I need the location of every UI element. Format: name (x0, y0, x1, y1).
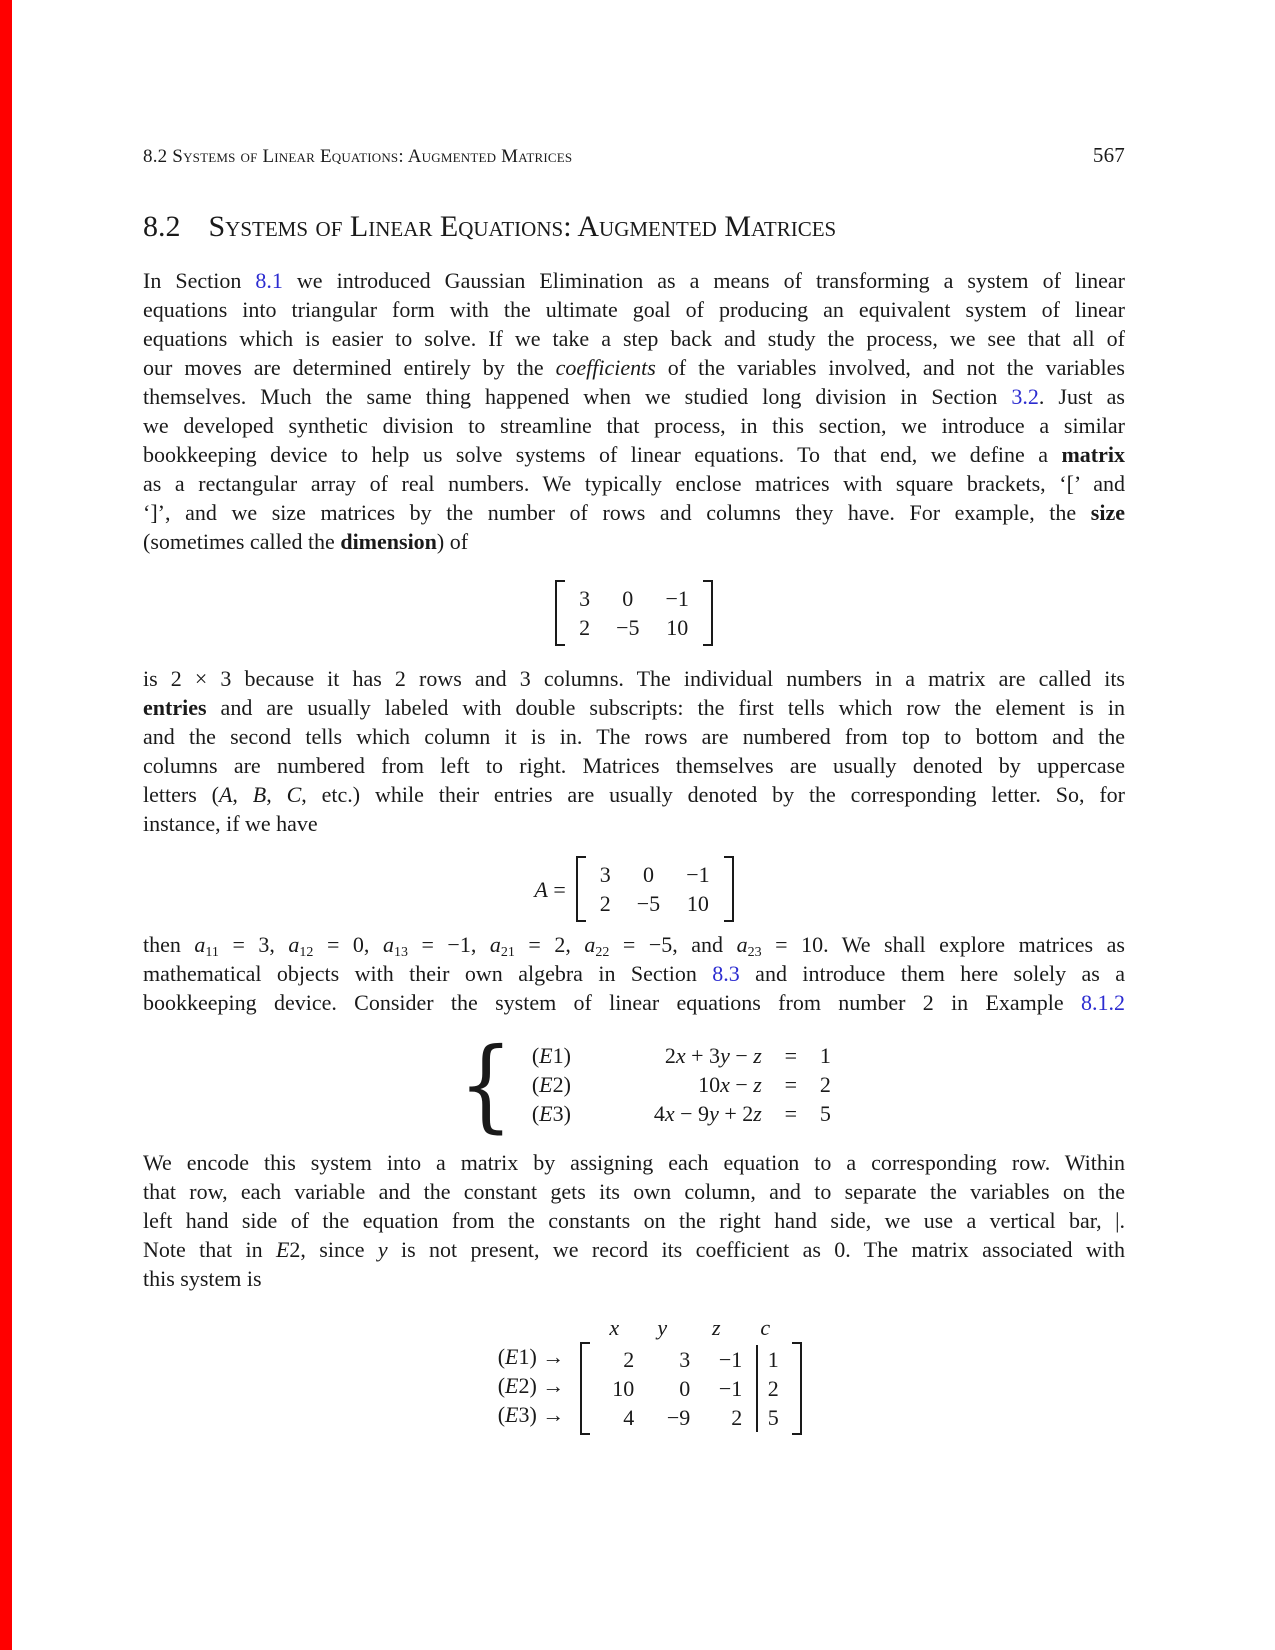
running-header (143, 143, 1125, 168)
matrix-entry: −1 (718, 1347, 743, 1372)
equation-row-label: (E1) → (497, 1344, 565, 1369)
matrix-2x3-example (555, 580, 713, 646)
left-bracket (576, 856, 586, 922)
display-system (143, 1025, 1125, 1143)
matrix-entry: 10 (686, 891, 709, 916)
left-bracket (555, 580, 565, 646)
text-line: bookkeeping device to help us solve systems of linear equations. To that end, we define a matrix (143, 442, 1125, 467)
text-line: equations which is easier to solve. If we take a step back and study the process, we see that all of (143, 326, 1125, 351)
system-of-equations: { (E1) 2x + 3y − z = 1 (E2) 10x − z = 2 (E3) 4x − 9y + 2z = 5 (454, 1041, 834, 1128)
matrix-entry: 2 (731, 1405, 743, 1430)
running-header-title: 8.2 Systems of Linear Equations: Augmented Matrices (143, 146, 573, 167)
equation-rhs: 1 (819, 1043, 831, 1068)
equation-label: (E1) (531, 1043, 571, 1068)
equation-lhs: 2x + 3y − z (664, 1043, 762, 1068)
matrix-entry: 10 (612, 1376, 635, 1401)
right-bracket (703, 580, 713, 646)
text-line: mathematical objects with their own algebra in Section 8.3 and introduce them here solely as a (143, 961, 1125, 986)
left-edge-red-bar (0, 0, 12, 1650)
text-line: left hand side of the equation from the constants on the right hand side, we use a vertical bar, |. (143, 1208, 1125, 1233)
matrix-entry: 4 (623, 1405, 635, 1430)
matrix-entry: −1 (665, 586, 689, 611)
equation-lhs: 10x − z (698, 1072, 762, 1097)
text-line: we developed synthetic division to streamline that process, in this section, we introduce a similar (143, 413, 1125, 438)
paragraph-encoding (143, 1148, 1125, 1293)
section-link[interactable]: 8.3 (712, 961, 740, 986)
text-line: entries and are usually labeled with double subscripts: the first tells which row the element is in (143, 695, 1125, 720)
matrix-entry: 5 (756, 1403, 788, 1432)
equals-sign: = (784, 1072, 798, 1097)
section-link[interactable]: 8.1 (255, 268, 283, 293)
text-line: and the second tells which column it is in. The rows are numbered from top to bottom and the (143, 724, 1125, 749)
matrix-entry: 2 (756, 1374, 788, 1403)
matrix-entry: −1 (686, 862, 710, 887)
equation-row-labels (498, 1313, 565, 1435)
text-line: as a rectangular array of real numbers. We typically enclose matrices with square brackets, ‘[’ and (143, 471, 1125, 496)
text-line: columns are numbered from left to right. Matrices themselves are usually denoted by uppercase (143, 753, 1125, 778)
equals-sign: = (784, 1101, 798, 1126)
column-header: x (609, 1315, 620, 1340)
matrix-entry: 1 (756, 1345, 788, 1374)
section-link[interactable]: 3.2 (1011, 384, 1039, 409)
matrix-entry: −5 (616, 615, 640, 640)
text-line: instance, if we have (143, 811, 318, 836)
matrix-entry: 2 (623, 1347, 635, 1372)
equation-row-label: (E3) → (497, 1402, 565, 1427)
text-line: is 2 × 3 because it has 2 rows and 3 columns. The individual numbers in a matrix are called its (143, 666, 1125, 691)
text-line: that row, each variable and the constant gets its own column, and to separate the variables on the (143, 1179, 1125, 1204)
matrix-entry: 2 (599, 891, 611, 916)
matrix-entry: 0 (642, 862, 654, 887)
section-number: 8.2 (143, 210, 181, 243)
text-line: We encode this system into a matrix by assigning each equation to a corresponding row. Within (143, 1150, 1125, 1175)
right-bracket (792, 1342, 802, 1435)
text-line: In Section 8.1 we introduced Gaussian Elimination as a means of transforming a system of linear (143, 268, 1125, 293)
matrix-entry: 3 (579, 586, 591, 611)
paragraph-entries (143, 664, 1125, 838)
equation-lhs: 4x − 9y + 2z (653, 1101, 762, 1126)
matrix-A (576, 856, 734, 922)
display-size-example (143, 580, 1125, 646)
section-title (143, 210, 1125, 244)
augmented-matrix (498, 1313, 803, 1435)
text-line: then $a_{11} = 3$, $a_{12} = 0$, $a_{13} = -1$, $a_{21} = 2$, $a_{22} = -5$, and $a_{23} = 10$. We shall explore matrices as (143, 932, 1125, 960)
matrix-entry: 10 (666, 615, 689, 640)
equals-sign: = (784, 1043, 798, 1068)
right-bracket (724, 856, 734, 922)
text-line: bookkeeping device. Consider the system of linear equations from number 2 in Example 8.1.2 (143, 990, 1125, 1015)
column-header: y (657, 1315, 668, 1340)
display-matrix-A (143, 856, 1125, 922)
system-grid (532, 1041, 834, 1128)
text-line: this system is (143, 1266, 262, 1291)
matrix-entry: 3 (679, 1347, 691, 1372)
text-line: ‘]’, and we size matrices by the number of rows and columns they have. For example, the size (143, 500, 1125, 525)
section-link[interactable]: 8.1.2 (1081, 990, 1125, 1015)
text-line: letters (A, B, C, etc.) while their entries are usually denoted by the corresponding letter. So, for (143, 782, 1126, 807)
text-line: themselves. Much the same thing happened when we studied long division in Section 3.2. Just as (143, 384, 1125, 409)
matrix-A-entries (590, 856, 720, 922)
matrix-entry: 3 (599, 862, 611, 887)
matrix-entry: 0 (679, 1376, 691, 1401)
display-augmented-matrix (143, 1313, 1125, 1435)
matrix-entry: −9 (666, 1405, 691, 1430)
equation-label: (E3) (531, 1101, 571, 1126)
column-header: z (712, 1315, 721, 1340)
equation-label: (E2) (531, 1072, 571, 1097)
text-line: Note that in E2, since y is not present, we record its coefficient as 0. The matrix associated with (143, 1237, 1126, 1262)
matrix-entries (569, 580, 699, 646)
matrix-entry: −5 (636, 891, 661, 916)
matrix-entry: −1 (718, 1376, 743, 1401)
variable-column-headers (594, 1313, 802, 1342)
augmented-matrix-body (580, 1313, 802, 1435)
matrix-entry: 0 (622, 586, 634, 611)
paragraph-subscripts (143, 930, 1125, 1017)
augmented-entries (594, 1342, 788, 1435)
text-line: equations into triangular form with the ultimate goal of producing an equivalent system of linear (143, 297, 1125, 322)
column-header: c (760, 1315, 771, 1340)
equation-rhs: 2 (819, 1072, 831, 1097)
page-number: 567 (1092, 143, 1125, 167)
matrix-A-prefix: A = (534, 876, 566, 902)
paragraph-intro (143, 266, 1125, 556)
matrix-entry: 2 (579, 615, 591, 640)
text-line: (sometimes called the dimension) of (143, 529, 469, 554)
left-bracket (580, 1342, 590, 1435)
page-content (143, 0, 1125, 1435)
equation-rhs: 5 (819, 1101, 831, 1126)
section-title-text: Systems of Linear Equations: Augmented Matrices (208, 210, 837, 243)
equation-row-label: (E2) → (497, 1373, 565, 1398)
text-line: our moves are determined entirely by the coefficients of the variables involved, and not the variables (143, 355, 1125, 380)
